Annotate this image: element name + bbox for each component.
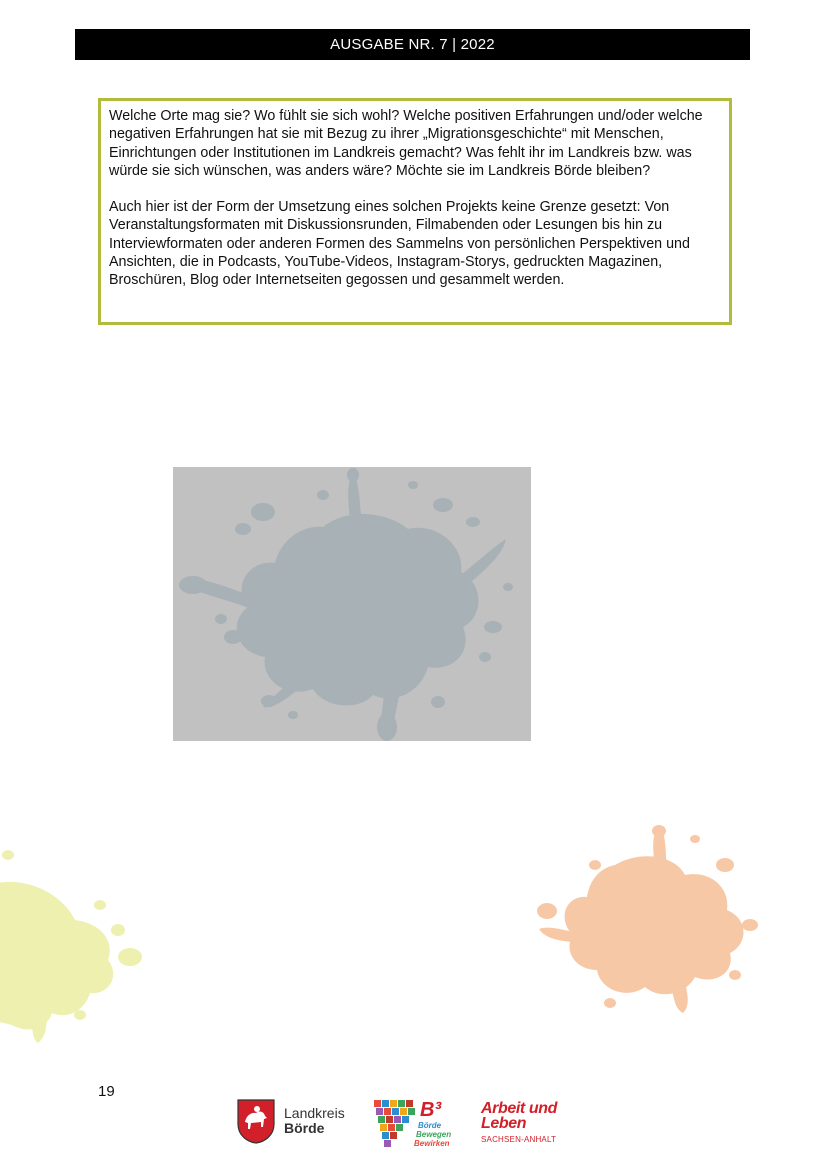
- aul-line3: SACHSEN-ANHALT: [481, 1135, 557, 1144]
- b3-title: B³: [420, 1099, 442, 1121]
- aul-line1: Arbeit und: [481, 1100, 557, 1117]
- gray-splash-graphic: [173, 467, 531, 741]
- coat-of-arms-icon: [236, 1098, 276, 1144]
- paragraph-project-formats: Auch hier ist der Form der Umsetzung eines solchen Projekts keine Grenze gesetzt: Von Veranstaltungsformaten mit Diskussionsrunden, Filmabenden oder Lesungen bis hin zu Interviewformaten oder anderen Formen des Sammelns von persönlichen Perspektiven und Ansichten, die in Podcasts, YouTube-Videos, Instagram-Storys, gedruckten Magazinen, Broschüren, Blog oder Internetseiten gegossen und gesammelt werden.: [109, 199, 690, 289]
- info-text-box: [98, 98, 732, 325]
- issue-header-bar: [75, 29, 750, 60]
- landkreis-line2: Börde: [284, 1120, 325, 1136]
- issue-title: AUSGABE NR. 7 | 2022: [330, 36, 495, 53]
- landkreis-line1: Landkreis: [284, 1105, 345, 1121]
- paragraph-questions: Welche Orte mag sie? Wo fühlt sie sich wohl? Welche positiven Erfahrungen und/oder welche negativen Erfahrungen hat sie mit Bezug zu ihrer „Migrationsgeschichte“ mit Menschen, Einrichtungen oder Institutionen im Landkreis gemacht? Was fehlt ihr im Landkreis bzw. was würde sie sich wünschen, was anders wäre? Möchte sie im Landkreis Börde bleiben?: [109, 108, 703, 179]
- arbeit-und-leben-logo: [481, 1101, 557, 1144]
- image-placeholder: [173, 467, 531, 741]
- b3-line2: Bewegen: [416, 1130, 452, 1139]
- orange-splash-graphic: [535, 825, 765, 1015]
- b3-boerde-logo: [372, 1094, 454, 1150]
- b3-line3: Bewirken: [414, 1139, 450, 1148]
- b3-line1: Börde: [418, 1121, 442, 1130]
- aul-line2: Leben: [481, 1115, 527, 1132]
- yellow-splash-graphic: [0, 845, 150, 1045]
- page-number: 19: [98, 1083, 115, 1100]
- landkreis-boerde-logo: [236, 1098, 345, 1144]
